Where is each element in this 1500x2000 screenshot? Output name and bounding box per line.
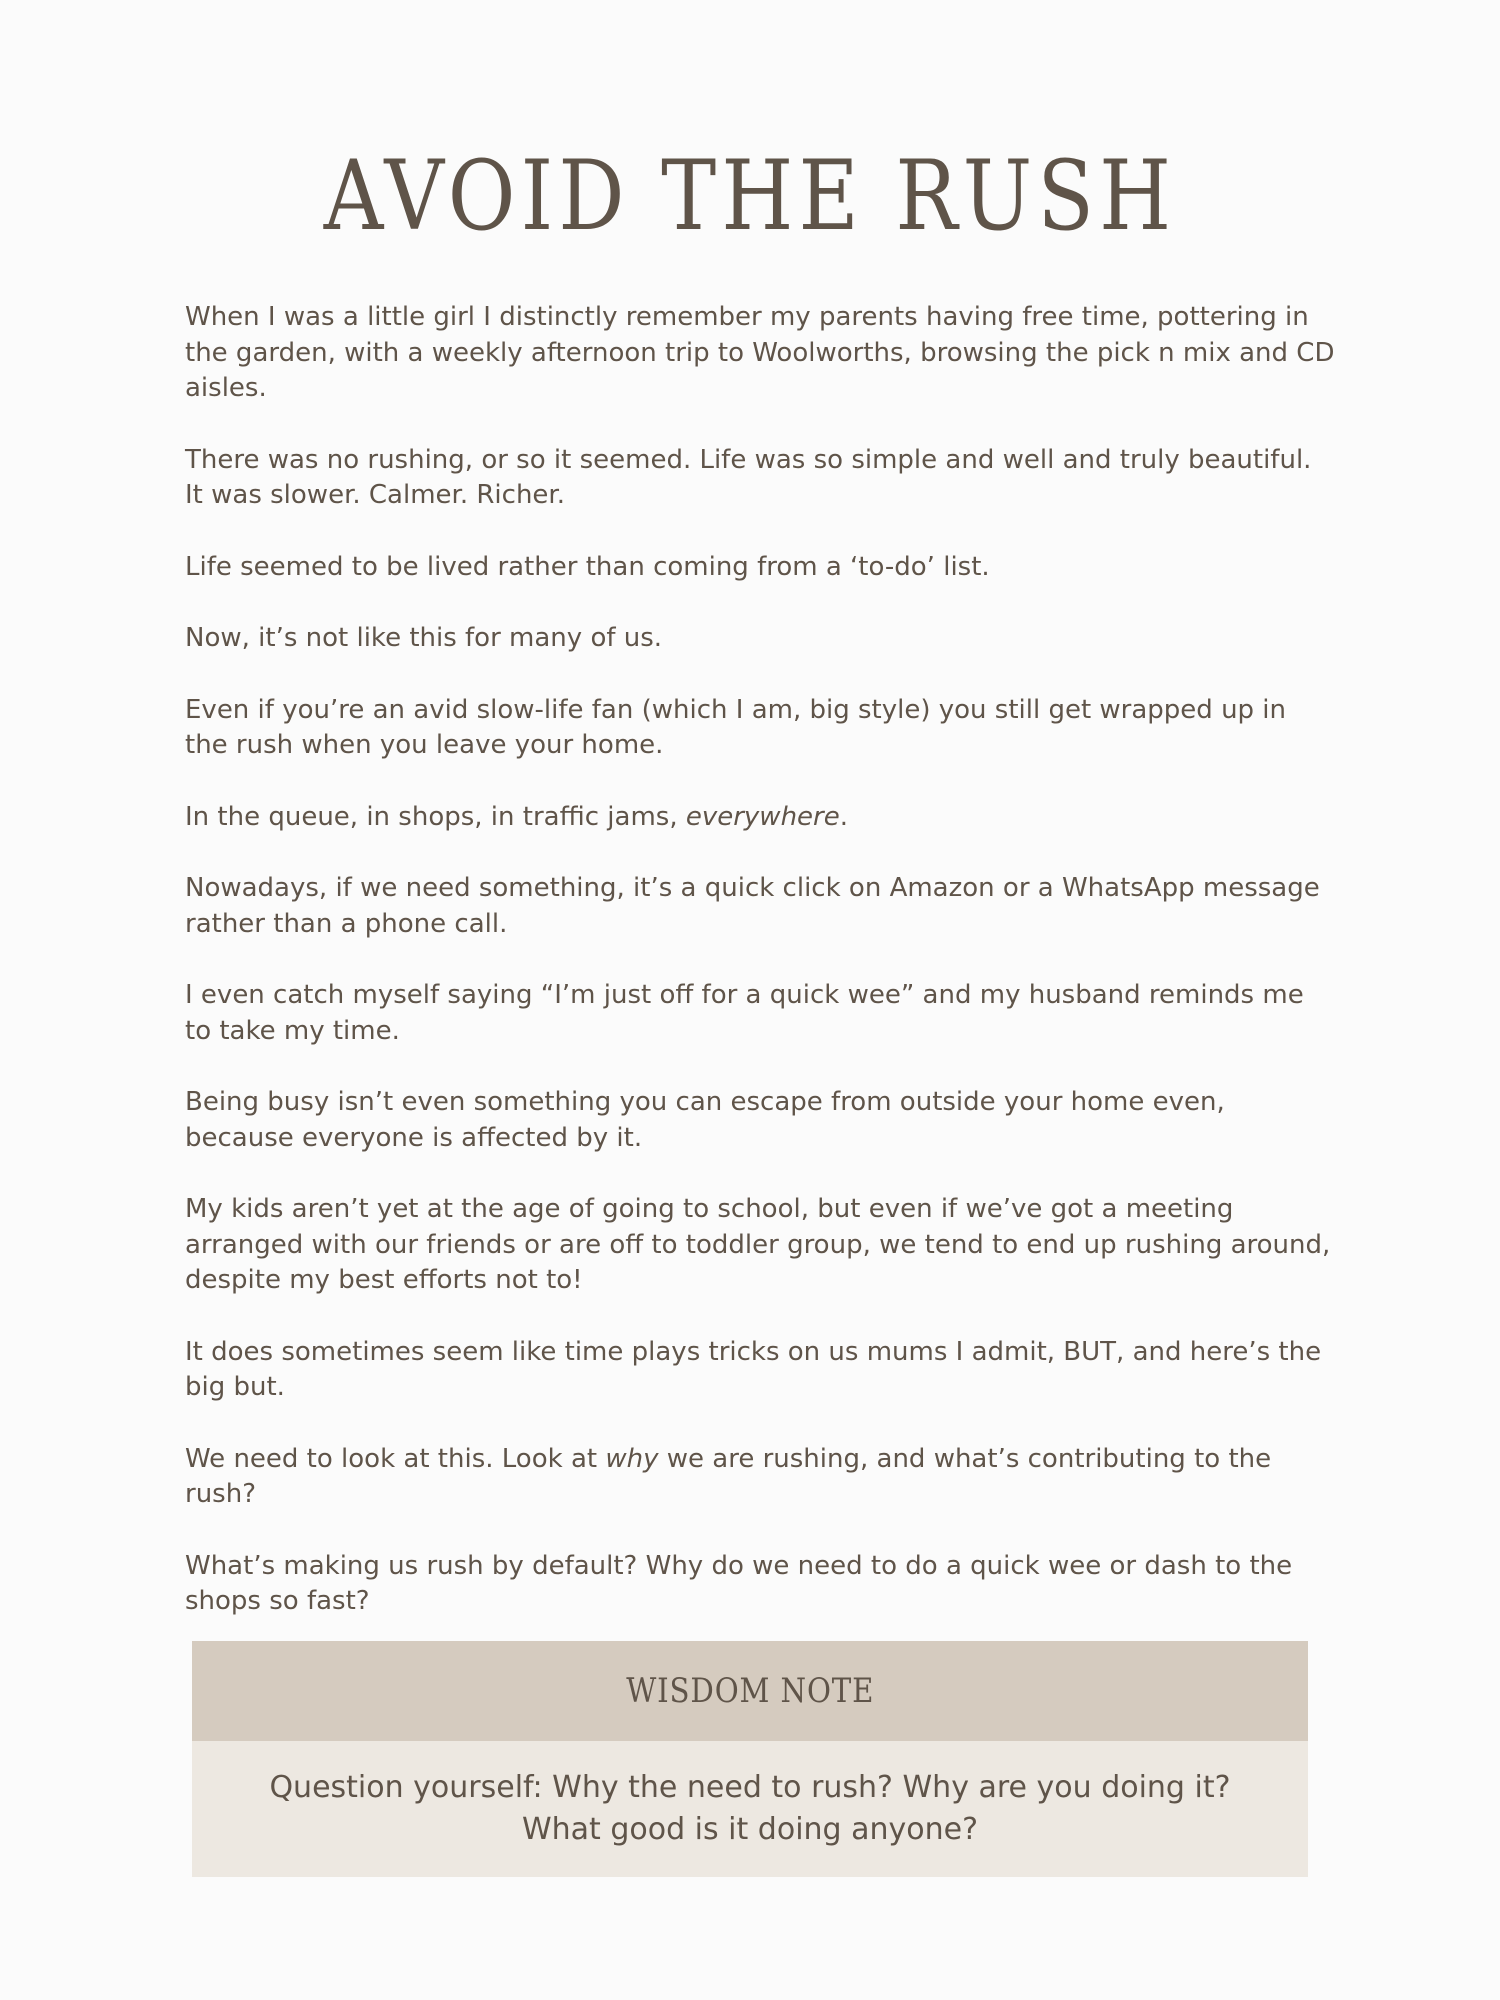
- paragraph-9: Being busy isn’t even something you can escape from outside your home even, because everyone is affected by it.: [185, 1087, 1225, 1153]
- paragraph-11: It does sometimes seem like time plays tricks on us mums I admit, BUT, and here’s the big but.: [185, 1336, 1322, 1402]
- paragraph-13: What’s making us rush by default? Why do we need to do a quick wee or dash to the shops so fast?: [185, 1550, 1293, 1616]
- paragraph-2: There was no rushing, or so it seemed. Life was so simple and well and truly beautiful. It was slower. Calmer. Richer.: [185, 444, 1312, 510]
- paragraph-4: Now, it’s not like this for many of us.: [185, 623, 663, 653]
- wisdom-note-title: WISDOM NOTE: [625, 1671, 875, 1711]
- paragraph-6: [185, 800, 1335, 836]
- wisdom-note-box: [192, 1641, 1308, 1877]
- paragraph-12: [185, 1442, 1335, 1513]
- wisdom-note-header: [192, 1641, 1308, 1741]
- paragraph-6-emphasis: everywhere: [685, 801, 840, 832]
- paragraph-5: Even if you’re an avid slow-life fan (which I am, big style) you still get wrapped up in the rush when you leave your home.: [185, 694, 1287, 760]
- paragraph-6-text-start: In the queue, in shops, in traffic jams,: [185, 801, 686, 832]
- paragraph-12-text-end: we are rushing, and what’s contributing to the rush?: [185, 1443, 1272, 1509]
- wisdom-note-body: [192, 1741, 1308, 1877]
- article-body: [185, 300, 1335, 1656]
- paragraph-8: I even catch myself saying “I’m just off for a quick wee” and my husband reminds me to take my time.: [185, 980, 1304, 1046]
- paragraph-6-text-end: .: [839, 801, 848, 832]
- paragraph-7: Nowadays, if we need something, it’s a quick click on Amazon or a WhatsApp message rather than a phone call.: [185, 873, 1320, 939]
- paragraph-12-text-start: We need to look at this. Look at: [185, 1443, 606, 1474]
- paragraph-1: When I was a little girl I distinctly remember my parents having free time, pottering in the garden, with a weekly afternoon trip to Woolworths, browsing the pick n mix and CD aisles.: [185, 302, 1335, 403]
- paragraph-3: Life seemed to be lived rather than coming from a ‘to-do’ list.: [185, 551, 990, 582]
- page-title: AVOID THE RUSH: [323, 140, 1177, 252]
- paragraph-10: My kids aren’t yet at the age of going to school, but even if we’ve got a meeting arranged with our friends or are off to toddler group, we tend to end up rushing around, despite my best efforts not to!: [185, 1194, 1331, 1295]
- wisdom-note-text: Question yourself: Why the need to rush? Why are you doing it? What good is it doing anyone?: [269, 1770, 1231, 1847]
- paragraph-12-emphasis: why: [605, 1443, 659, 1474]
